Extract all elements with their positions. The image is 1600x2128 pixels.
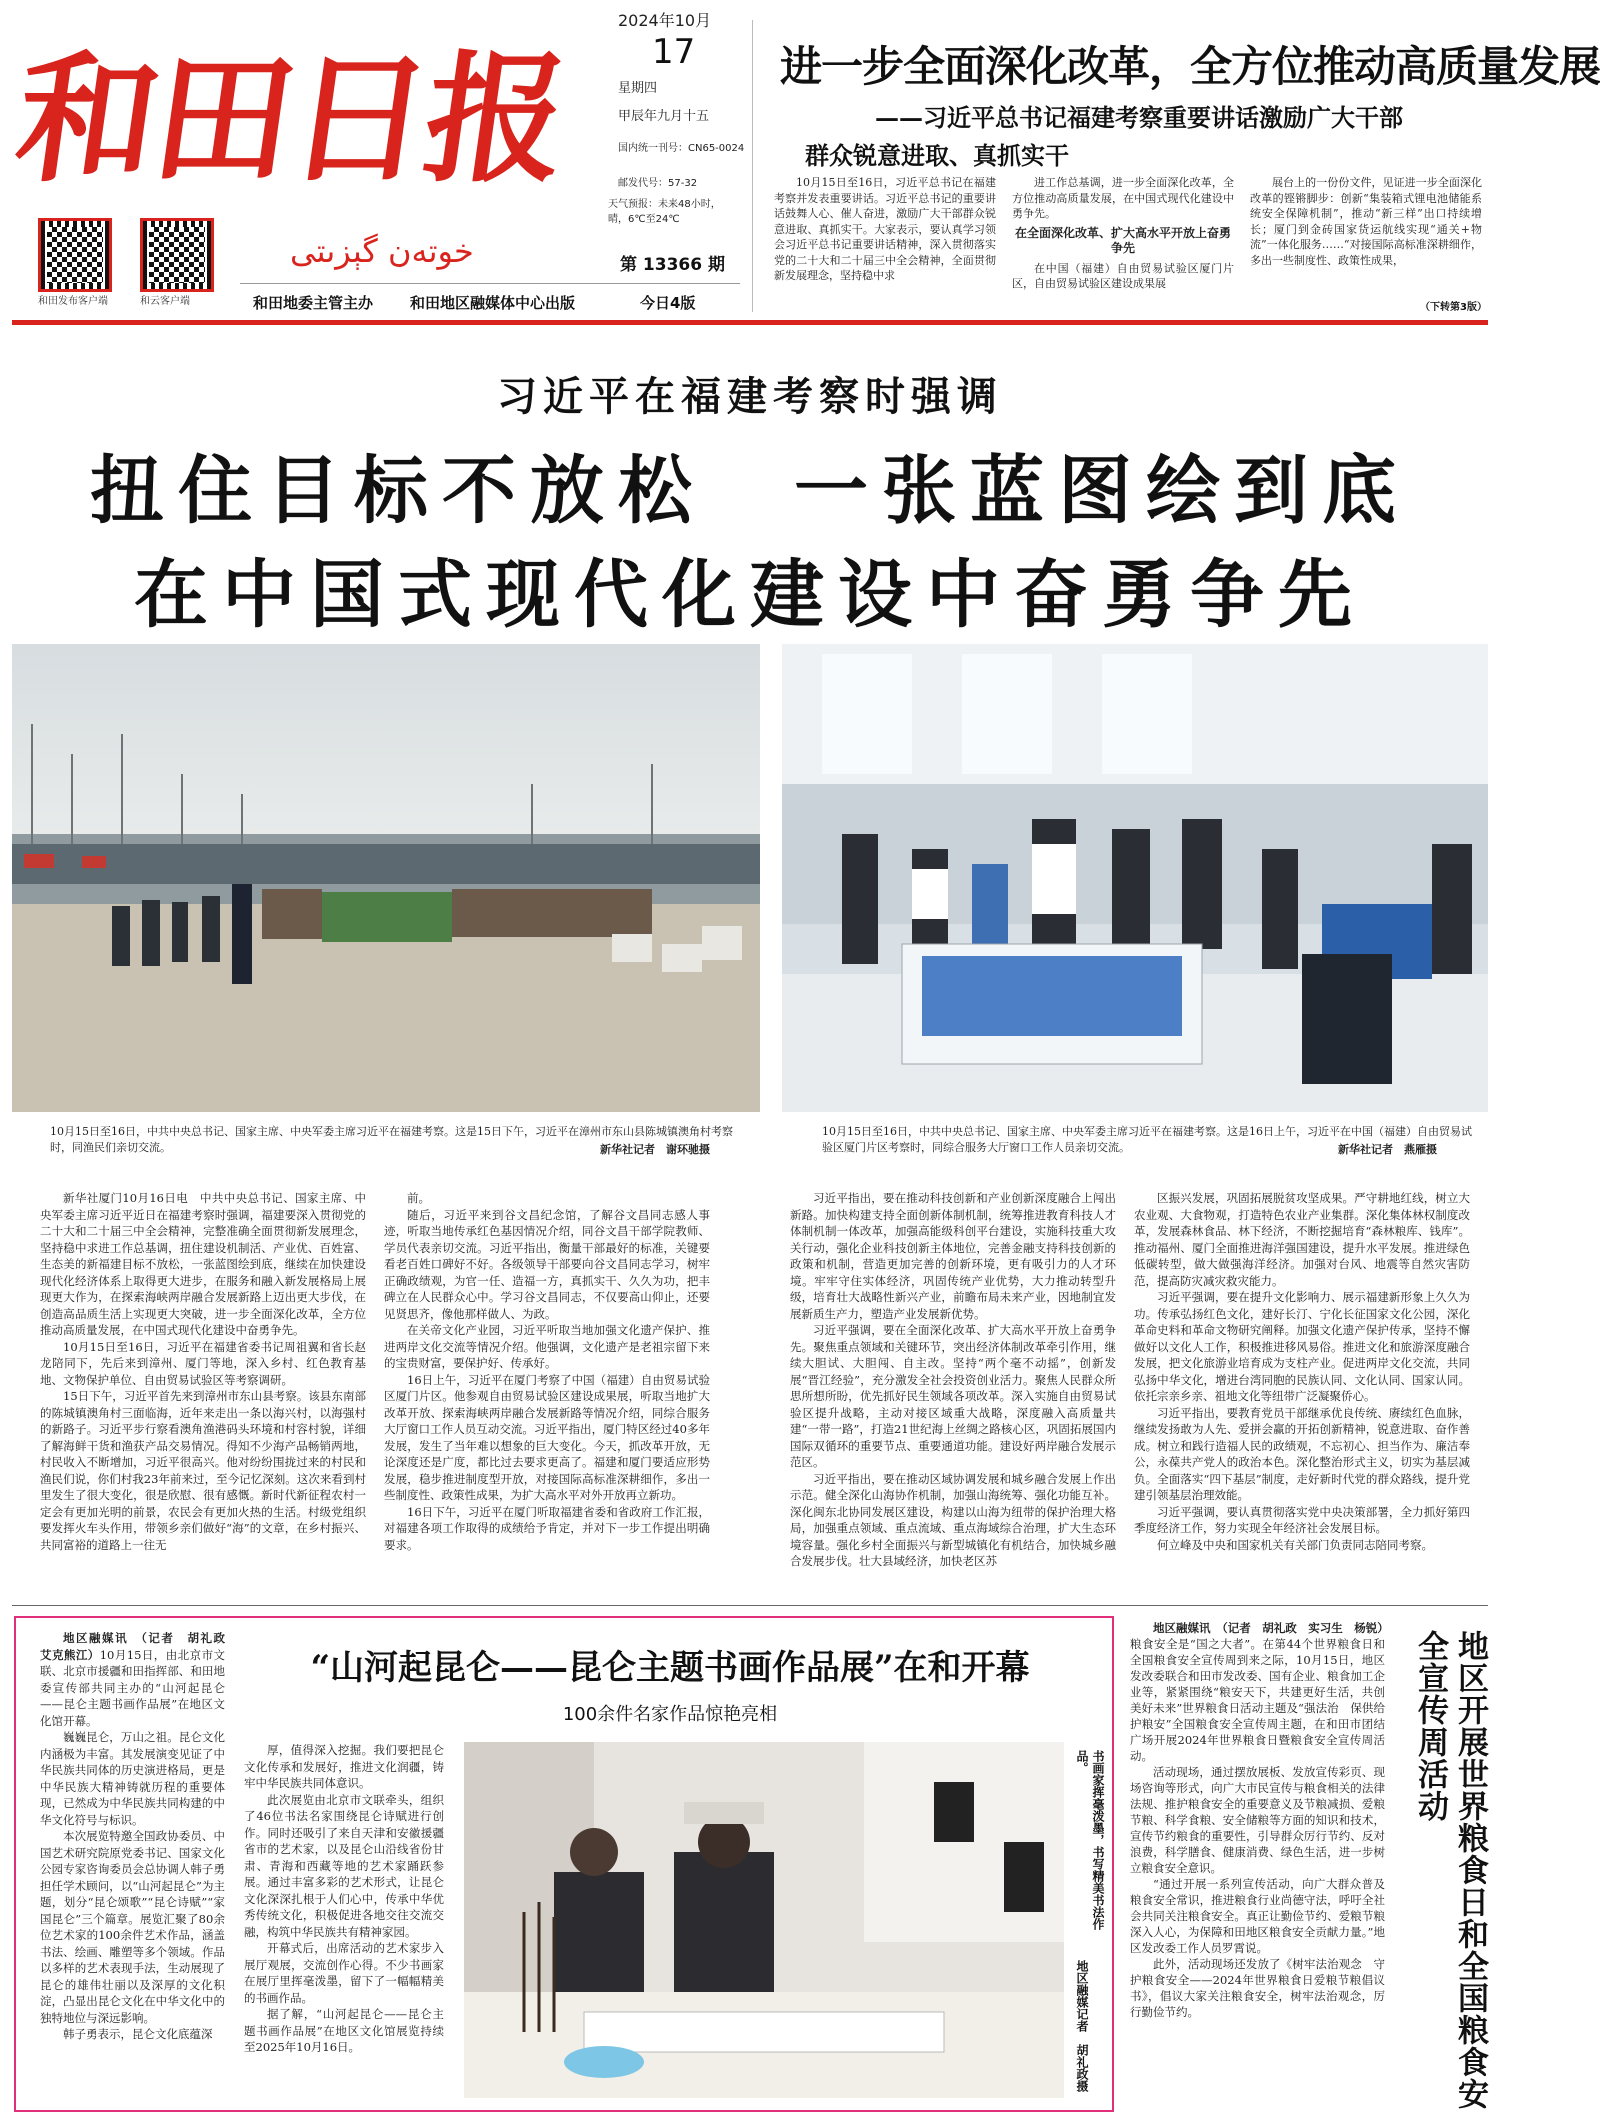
paragraph: 在关帝文化产业园，习近平听取当地加强文化遗产保护、推进两岸文化交流等情况介绍。他强调，文化遗产是老祖宗留下来的宝贵财富，要保护好、传承好。 [384,1323,710,1370]
exhibit-subhead: 100余件名家作品惊艳亮相 [562,1704,778,1725]
top-story-headline: 进一步全面深化改革，全方位推动高质量发展 [780,42,1600,91]
paragraph: 活动现场，通过摆放展板、发放宣传彩页、现场咨询等形式，向广大市民宣传与粮食相关的法律法规、推护粮食安全的重要意义及节粮减损、爱粮节粮、科学食粮、安全储粮等方面的知识和技术，宣传节约粮食的重要性，引导群众厉行节约、反对浪费，科学膳食、健康消费、绿色生活，进一步树立粮食安全意识。 [1130,1765,1385,1875]
lunar-date: 甲辰年九月十五 [618,109,710,124]
photo-calligraphy [464,1742,1064,2098]
calligraphy-scene [464,1742,1064,2098]
service-hall-scene [782,644,1488,1112]
paragraph: 前。 [407,1191,430,1205]
grain-byline: 地区融媒讯 （记者 胡礼政 实习生 杨锐） [1153,1621,1389,1635]
photo2-credit: 新华社记者 燕雁摄 [1338,1143,1437,1156]
paragraph: 10月15日，由北京市文联、北京市援疆和田指挥部、和田地委宣传部共同主办的“山河起昆仑——昆仑主题书画作品展”在地区文化馆开幕。 [40,1647,226,1728]
photo1-caption: 10月15日至16日，中共中央总书记、国家主席、中央军委主席习近平在福建考察。这是15日下午，习近平在漳州市东山县陈城镇澳角村考察时，同渔民们亲切交流。 [50,1125,733,1154]
paragraph: 习近平强调，要在全面深化改革、扩大高水平开放上奋勇争先。聚焦重点领域和关键环节，突出经济体制改革牵引作用，继续大胆试、大胆闯、自主改。坚持“两个毫不动摇”，创新发展“晋江经验”，充分激发全社会投资创业活力。聚焦人民群众所思所想所盼，优先抓好民生领域各项改革。深入实施自由贸易试验区提升战略，主动对接区域重大战略，深度融入高质量共建“一带一路”，打造21世纪海上丝绸之路核心区，巩固拓展国内国际双循环的重要节点、重要通道功能。建设好两岸融合发展示范区。 [790,1323,1116,1469]
paragraph: 10月15日至16日，习近平在福建省委书记周祖翼和省长赵龙陪同下，先后来到漳州、厦门等地，深入乡村、红色教育基地、文物保护单位、自由贸易试验区等考察调研。 [40,1339,366,1387]
qr-code-icon [140,218,214,292]
qr-code-right[interactable] [140,218,214,307]
paragraph: 展台上的一份份文件，见证进一步全面深化改革的铿锵脚步：创新“集装箱式锂电池储能系统安全保障机制”，推动“新三样”出口持续增长；厦门到金砖国家货运航线实现“通关+物流”一体化服务……“对接国际高标准深耕细作，多出一些制度性、政策性成果， [1250,176,1482,267]
photo1-credit: 新华社记者 谢环驰摄 [600,1143,710,1156]
top-story-col2 [1012,175,1234,315]
paragraph: 此次展览由北京市文联牵头，组织了46位书法名家围绕昆仑诗赋进行创作。同时还吸引了来自天津和安徽援疆省市的艺术家，以及昆仑山沿线省份甘肃、青海和西藏等地的艺术家踊跃参展。通过丰富多彩的艺术形式，让昆仑文化深深扎根于人们心中，传承中华优秀传统文化，积极促进各地交往交流交融，构筑中华民族共有精神家园。 [244,1792,444,1939]
sponsor1: 和田地委主管主办 [253,294,374,312]
paragraph: 在中国（福建）自由贸易试验区厦门片区，自由贸易试验区建设成果展 [1012,261,1234,290]
paragraph: 何立峰及中央和国家机关有关部门负责同志陪同考察。 [1157,1537,1433,1552]
paragraph: 16日上午，习近平在厦门考察了中国（福建）自由贸易试验区厦门片区。他参观自由贸易试验区建设成果展，听取当地扩大改革开放、探索海峡两岸融合发展新路等情况介绍，同综合服务大厅窗口工作人员互动交流。习近平指出，厦门特区经过40多年发展，发生了当年难以想象的巨大变化。今天，抓改革开放，无论深度还是广度，都比过去要求更高了。福建和厦门要适应形势发展，稳步推进制度型开放，对接国际高标准深耕细作，多出一些制度性、政策性成果，为扩大高水平对外开放再立新功。 [384,1372,710,1502]
issue-number: 第 13366 期 [620,255,725,275]
paragraph: 习近平指出，要在推动科技创新和产业创新深度融合上闯出新路。加快构建支持全面创新体制机制，统筹推进教育科技人才体制机制一体改革，加强高能级科创平台建设，实施科技重大攻关行动，强化企业科技创新主体地位，完善金融支持科技创新的政策和机制，营造更加完善的创新环境，更有吸引力的人才环境。牢牢守住实体经济，巩固传统产业优势，大力推动转型升级，培育壮大战略性新兴产业，前瞻布局未来产业，因地制宜发展新质生产力，塑造产业发展新优势。 [790,1191,1116,1321]
paragraph: 习近平指出，要教育党员干部继承优良传统、赓续红色血脉，继续发扬敢为人先、爱拼会赢的开拓创新精神，锐意进取、奋作善成。树立和践行造福人民的政绩观，不忘初心、担当作为、廉洁奉公，永葆共产党人的政治本色。深化整治形式主义，切实为基层减负。全面落实“四下基层”制度，走好新时代党的群众路线，提升党建引领基层治理效能。 [1134,1405,1470,1502]
qr-code-left[interactable] [38,218,112,307]
grain-story-body [1130,1620,1397,2110]
date-line: 2024年10月 [618,11,712,30]
exhibit-headline: “山河起昆仑——昆仑主题书画作品展”在和开幕 [310,1648,1030,1688]
date-day: 17 [652,32,696,72]
exhibit-col1 [40,1630,237,2102]
paragraph: 习近平指出，要在推动区域协调发展和城乡融合发展上作出示范。健全深化山海协作机制，加强山海统筹、强化功能互补。深化闽东北协同发展区建设，构建以山海为纽带的保护治理大格局，加强重点领域、重点流域、重点海域综合治理，扩大生态环境容量。强化乡村全面振兴与新型城镇化有机结合，加快城乡融合发展步伐。壮大县域经济，加快老区苏 [790,1471,1116,1568]
paragraph: 此外，活动现场还发放了《树牢法治观念 守护粮食安全——2024年世界粮食日爱粮节粮倡议书》，倡议大家关注粮食安全，树牢法治观念，厉行勤俭节约。 [1130,1957,1385,2019]
masthead-divider [240,283,740,284]
qr-code-icon [38,218,112,292]
masthead-red-rule [12,320,1488,325]
weather: 天气预报：未来48小时，晴，6℃至24℃ [608,199,721,225]
grain-story-headline: 地区开展世界粮食日和全国粮食安全宣传周活动 [1412,1630,1488,2110]
paragraph: 巍巍昆仑，万山之祖。昆仑文化内涵极为丰富。其发展演变见证了中华民族共同体的历史演进格局，更是中华民族大精神铸就历程的重要体现，已然成为中华民族共同构建的中华文化符号与标识。 [40,1730,225,1827]
paragraph: 开幕式后，出席活动的艺术家步入展厅观展，交流创作心得。不少书画家在展厅里挥毫泼墨，留下了一幅幅精美的书画作品。 [244,1941,444,2005]
paragraph: 本次展览特邀全国政协委员、中国艺术研究院原党委书记、国家文化公园专家咨询委员会总协调人韩子勇担任学术顾问，以“山河起昆仑”为主题，划分“昆仑颂歌”“昆仑诗赋”“家国昆仑”三个篇章。展览汇聚了80余位艺术家的100余件艺术作品，涵盖书法、绘画、雕塑等多个领域。作品以多样的艺术表现手法，生动展现了昆仑的雄伟壮丽以及深厚的文化积淀，凸显出昆仑文化在中华文化中的独特地位与深远影响。 [40,1829,225,2025]
paragraph: 10月15日至16日，习近平总书记在福建考察并发表重要讲话。习近平总书记的重要讲话鼓舞人心、催人奋进，激励广大干部群众锐意进取、真抓实干。大家表示，要认真学习领会习近平总书记重要讲话精神，深入贯彻落实党的二十大和二十届三中全会精神，全面贯彻新发展理念，坚持稳中求 [774,176,996,282]
top-story-subheading: 在全面深化改革、扩大高水平开放上奋勇争先 [1014,225,1231,255]
paragraph: 区振兴发展，巩固拓展脱贫攻坚成果。严守耕地红线，树立大农业观、大食物观，打造特色农业产业集群。深化集体林权制度改革，发展森林食品、林下经济，不断挖掘培育“森林粮库、钱库”。推动福州、厦门全面推进海洋强国建设，提升水平发展。推进绿色低碳转型，做大做强海洋经济。加强对台风、地震等自然灾害防范，提高防灾减灾救灾能力。 [1134,1191,1470,1288]
exhibit-photo-credit: 地区融媒记者 胡礼政摄 [1075,1960,1089,2092]
weekday: 星期四 [618,81,658,96]
top-story-subhead1: ——习近平总书记福建考察重要讲话激励广大干部 [875,103,1403,132]
paragraph: 随后，习近平来到谷文昌纪念馆，了解谷文昌同志感人事迹，听取当地传承红色基因情况介绍，同谷文昌干部学院教师、学员代表亲切交流。习近平指出，衡量干部最好的标准，关键要看老百姓口碑好不好。各级领导干部要向谷文昌同志学习，树牢正确政绩观，为官一任、造福一方，真抓实干、久久为功，把丰碑立在人民群众心中。学习谷文昌同志，不仅要高山仰止，还要见贤思齐，像他那样做人、为政。 [384,1207,710,1321]
paragraph: “通过开展一系列宣传活动，向广大群众普及粮食安全常识，推进粮食行业尚德守法，呼吁全社会共同关注粮食安全。真正让勤俭节约、爱粮节粮深入人心，为保障和田地区粮食安全贡献力量。”地区发改委工作人员罗霄说。 [1130,1877,1385,1955]
paragraph: 16日下午，习近平在厦门听取福建省委和省政府工作汇报，对福建各项工作取得的成绩给予肯定，并对下一步工作提出明确要求。 [384,1504,710,1552]
paragraph: 进工作总基调，进一步全面深化改革，全方位推动高质量发展，在中国式现代化建设中勇争先。 [1012,176,1234,220]
top-story-col1 [774,175,996,315]
exhibit-photo-caption: 书画家挥毫泼墨，书写精美书法作品。 [1075,1750,1105,1930]
main-body-col1 [40,1190,366,1590]
sponsor2: 和田地区融媒体中心出版 [410,294,576,312]
paragraph: 习近平强调，要认真贯彻落实党中央决策部署，全力抓好第四季度经济工作，努力实现全年经济社会发展目标。 [1134,1504,1470,1535]
paragraph: 韩子勇表示，昆仑文化底蕴深 [63,2027,213,2041]
top-story-subhead2: 群众锐意进取、真抓实干 [805,141,1069,170]
uyghur-name: خوتەن گېزىتى [290,232,474,270]
exhibit-col2 [244,1742,444,2102]
paragraph: 厚，值得深入挖掘。我们要把昆仑文化传承和发展好，推进文化润疆，铸牢中华民族共同体意识。 [244,1743,444,1790]
main-headline-2: 在中国式现代化建设中奋勇争先 [134,552,1366,638]
main-body-col2 [384,1190,710,1590]
exhibit-byline: 地区融媒讯 （记者 胡礼政 艾克熊江） [40,1631,237,1662]
photo-service-hall [782,644,1488,1112]
pages-today: 今日4版 [640,294,696,312]
masthead-logo: 和田日报 [6,38,574,202]
top-story-col3 [1250,175,1482,300]
paragraph: 粮食安全是“国之大者”。在第44个世界粮食日和全国粮食安全宣传周到来之际，10月15日，地区发改委联合和田市发改委、国有企业、粮食加工企业等，紧紧围绕“粮安天下，共建更好生活，共创美好未来”世界粮食日活动主题及“强法治 保供给 护粮安”全国粮食安全宣传周主题，在和田市团结广场开展2024年世界粮食日暨粮食安全宣传周活动。 [1130,1637,1397,1763]
section-divider [12,1605,1488,1606]
main-kicker: 习近平在福建考察时强调 [497,374,1003,420]
column-divider [752,20,753,312]
main-body-col3 [790,1190,1116,1590]
qr-left-label: 和田发布客户端 [38,296,108,307]
main-body-col4 [1134,1190,1470,1590]
photo2-caption: 10月15日至16日，中共中央总书记、国家主席、中央军委主席习近平在福建考察。这是16日上午，习近平在中国（福建）自由贸易试验区厦门片区考察时，同综合服务大厅窗口工作人员亲切交流。 [822,1125,1472,1154]
main-headline-1: 扭住目标不放松 一张蓝图绘到底 [90,448,1410,534]
continued-note: （下转第3版） [1420,302,1487,313]
paragraph: 据了解，“山河起昆仑——昆仑主题书画作品展”在地区文化馆展览持续至2025年10月16日。 [244,2007,444,2054]
harbor-scene [12,644,760,1112]
postal-code: 邮发代号：57-32 [618,178,698,189]
paragraph: 习近平强调，要在提升文化影响力、展示福建新形象上久久为功。传承弘扬红色文化，建好长汀、宁化长征国家文化公园，深化革命史料和革命文物研究阐释。加强文化遗产保护传承，坚持不懈做好以文化人工作，积极推进移风易俗。推进文化和旅游深度融合发展，把文化旅游业培育成为支柱产业。促进两岸文化交流，共同弘扬中华文化，增进台湾同胞的民族认同、文化认同、国家认同。依托宗亲乡亲、祖地文化等纽带广泛凝聚侨心。 [1134,1290,1470,1403]
photo-harbor [12,644,760,1112]
issn: 国内统一刊号：CN65-0024 [618,143,745,154]
paragraph: 新华社厦门10月16日电 中共中央总书记、国家主席、中央军委主席习近平近日在福建考察时强调，福建要深入贯彻党的二十大和二十届三中全会精神，完整准确全面贯彻新发展理念，坚持稳中求进工作总基调，扭住建设机制活、产业优、百姓富、生态美的新福建目标不放松，一张蓝图绘到底，继续在加快建设现代化经济体系上取得更大进步，在服务和融入新发展格局上展现更大作为，在探索海峡两岸融合发展新路上迈出更大步伐，在创造高品质生活上实现更大突破，进一步全面深化改革，全方位推动高质量发展，在中国式现代化建设中奋勇争先。 [40,1191,366,1337]
paragraph: 15日下午，习近平首先来到漳州市东山县考察。该县东南部的陈城镇澳角村三面临海，近年来走出一条以海兴村，以海强村的新路子。习近平步行察看澳角渔港码头环境和村容村貌，详细了解海鲜干货和渔获产品交易情况。得知不少海产品畅销两地，村民收入不断增加，习近平很高兴。他对纷纷围拢过来的村民和渔民们说，你们村我23年前来过，至今记忆深刻。这次来看到村里发生了很大变化，很是欣慰、很有感慨。新时代新征程农村一定会有更加光明的前景，农民会有更加火热的生活。村级党组织要发挥火车头作用，带领乡亲们做好“海”的文章，在乡村振兴、共同富裕的道路上一往无 [40,1389,366,1552]
qr-right-label: 和云客户端 [140,296,190,307]
